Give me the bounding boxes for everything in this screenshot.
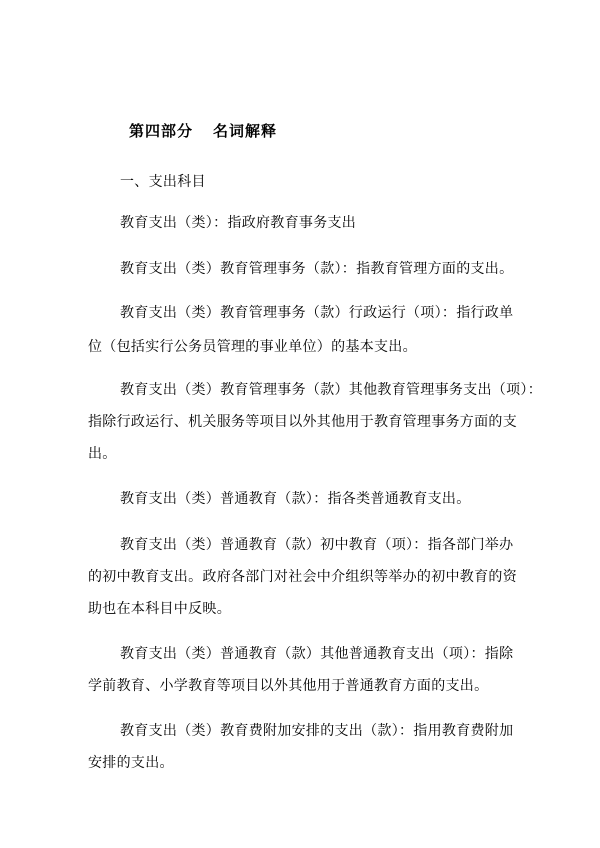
paragraph-2-line-1: 教育支出（类）教育管理事务（款）：指教育管理方面的支出。 xyxy=(120,261,514,277)
paragraph-6-line-3: 助也在本科目中反映。 xyxy=(88,601,231,617)
paragraph-4-line-2: 指除行政运行、机关服务等项目以外其他用于教育管理事务方面的支 xyxy=(88,414,517,430)
paragraph-1-line-1: 教育支出（类）：指政府教育事务支出 xyxy=(120,215,357,231)
paragraph-3-line-2: 位（包括实行公务员管理的事业单位）的基本支出。 xyxy=(88,339,417,355)
part-title: 名词解释 xyxy=(213,122,278,140)
paragraph-7-line-2: 学前教育、小学教育等项目以外其他用于普通教育方面的支出。 xyxy=(88,678,489,694)
paragraph-8-line-1: 教育支出（类）教育费附加安排的支出（款）：指用教育费附加 xyxy=(120,723,514,739)
paragraph-8-line-2: 安排的支出。 xyxy=(88,755,174,771)
paragraph-5-line-1: 教育支出（类）普通教育（款）：指各类普通教育支出。 xyxy=(120,491,471,507)
paragraph-7-line-1: 教育支出（类）普通教育（款）其他普通教育支出（项）：指除 xyxy=(120,646,514,662)
paragraph-6-line-2: 的初中教育支出。政府各部门对社会中介组织等举办的初中教育的资 xyxy=(88,569,517,585)
paragraph-4-line-1: 教育支出（类）教育管理事务（款）其他教育管理事务支出（项）： xyxy=(120,382,542,398)
paragraph-4-line-3: 出。 xyxy=(88,446,117,462)
section-title: 一、支出科目 xyxy=(120,174,206,190)
part-number: 第四部分 xyxy=(129,122,194,140)
part-heading xyxy=(129,120,277,141)
paragraph-3-line-1: 教育支出（类）教育管理事务（款）行政运行（项）：指行政单 xyxy=(120,305,514,321)
paragraph-6-line-1: 教育支出（类）普通教育（款）初中教育（项）：指各部门举办 xyxy=(120,537,514,553)
